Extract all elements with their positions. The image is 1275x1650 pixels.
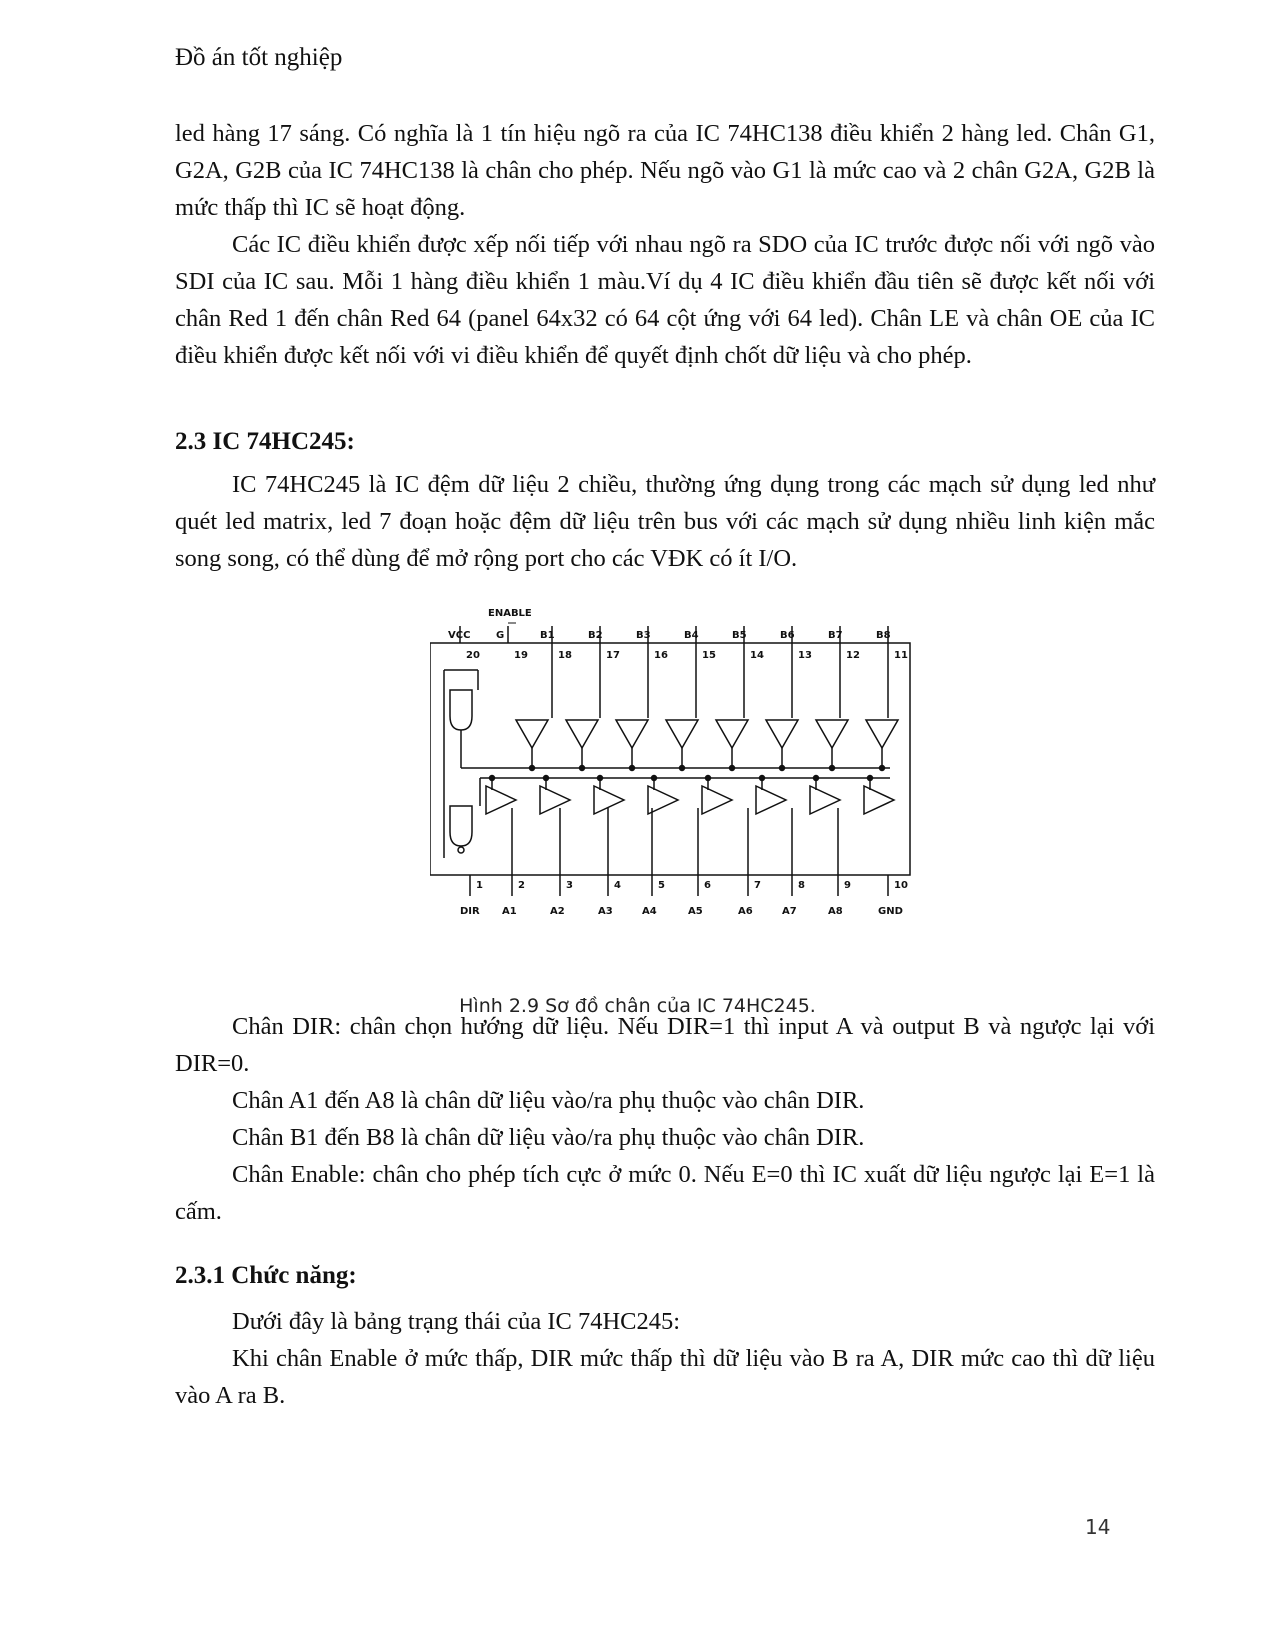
and-gate-top: [450, 690, 472, 730]
top-pin-number: 15: [702, 650, 716, 661]
junction-dot: [652, 776, 657, 781]
junction-dot: [830, 766, 835, 771]
buffer-upper: [716, 720, 748, 748]
junction-dot: [598, 776, 603, 781]
top-paragraphs: [175, 115, 1155, 374]
page-number: 14: [1085, 1515, 1111, 1539]
top-pin-number: 16: [654, 650, 668, 661]
buffer-lower: [594, 786, 624, 814]
paragraph: IC 74HC245 là IC đệm dữ liệu 2 chiều, thường ứng dụng trong các mạch sử dụng led như quét led matrix, led 7 đoạn hoặc đệm dữ liệu trên bus với các mạch sử dụng nhiều linh kiện mắc song song, có thể dùng để mở rộng port cho các VĐK có ít I/O.: [175, 471, 1155, 572]
buffer-lower: [540, 786, 570, 814]
pin-diagram: [430, 608, 950, 958]
top-pin-number: 18: [558, 650, 572, 661]
junction-dot: [880, 766, 885, 771]
junction-dot: [490, 776, 495, 781]
buffer-upper: [766, 720, 798, 748]
paragraph: Chân A1 đến A8 là chân dữ liệu vào/ra phụ thuộc vào chân DIR.: [232, 1087, 865, 1114]
buffer-lower: [810, 786, 840, 814]
section-heading-2-3: 2.3 IC 74HC245:: [175, 428, 355, 455]
bottom-pin-number: 7: [754, 880, 761, 891]
pin-diagram-figure: [430, 608, 950, 958]
bottom-pin-label: A2: [550, 906, 565, 917]
junction-dot: [868, 776, 873, 781]
inverter-bubble: [458, 847, 464, 853]
junction-dot: [680, 766, 685, 771]
bottom-pin-number: 6: [704, 880, 711, 891]
buffer-upper: [566, 720, 598, 748]
paragraph: Khi chân Enable ở mức thấp, DIR mức thấp thì dữ liệu vào B ra A, DIR mức cao thì dữ liệu vào A ra B.: [175, 1345, 1155, 1409]
bottom-pin-label: A6: [738, 906, 753, 917]
top-pin-number: 12: [846, 650, 860, 661]
top-pin-number: 20: [466, 650, 480, 661]
buffer-upper: [616, 720, 648, 748]
control-gates: [444, 670, 890, 858]
paragraph: Chân DIR: chân chọn hướng dữ liệu. Nếu DIR=1 thì input A và output B và ngược lại với DIR=0.: [175, 1013, 1155, 1077]
buffer-upper: [516, 720, 548, 748]
pin-leads: [460, 626, 888, 896]
top-pin-label: B7: [828, 630, 843, 641]
top-pin-label: B4: [684, 630, 699, 641]
bottom-pin-label: A3: [598, 906, 613, 917]
bottom-pin-number: 10: [894, 880, 908, 891]
top-pin-label: G: [496, 630, 505, 641]
bottom-pin-number: 8: [798, 880, 805, 891]
bottom-pin-number: 2: [518, 880, 525, 891]
bottom-pin-label: A1: [502, 906, 517, 917]
and-gate-bottom: [450, 806, 472, 846]
buffer-lower: [756, 786, 786, 814]
top-pin-number: 17: [606, 650, 620, 661]
junction-dot: [730, 766, 735, 771]
bottom-pin-label: A7: [782, 906, 797, 917]
bottom-pin-number: 5: [658, 880, 665, 891]
bottom-pin-label: A4: [642, 906, 657, 917]
paragraph: Dưới đây là bảng trạng thái của IC 74HC245:: [232, 1308, 681, 1335]
section-heading-2-3-1: 2.3.1 Chức năng:: [175, 1262, 357, 1289]
bottom-pin-number: 9: [844, 880, 851, 891]
junction-dot: [544, 776, 549, 781]
bottom-pin-number: 3: [566, 880, 573, 891]
top-pin-numbers: [466, 650, 908, 661]
junction-dot: [530, 766, 535, 771]
top-pin-number: 14: [750, 650, 764, 661]
buffer-array: [486, 720, 898, 814]
figure-caption: Hình 2.9 Sơ đồ chân của IC 74HC245.: [459, 995, 816, 1017]
enable-label: ENABLE: [488, 608, 532, 619]
junction-dot: [580, 766, 585, 771]
paragraph: Các IC điều khiển được xếp nối tiếp với nhau ngõ ra SDO của IC trước được nối với ngõ vào SDI của IC sau. Mỗi 1 hàng điều khiển 1 màu.Ví dụ 4 IC điều khiển đầu tiên sẽ được kết nối với chân Red 1 đến chân Red 64 (panel 64x32 có 64 cột ứng với 64 led). Chân LE và chân OE của IC điều khiển được kết nối với vi điều khiển để quyết định chốt dữ liệu và cho phép.: [175, 231, 1155, 369]
paragraph: Chân Enable: chân cho phép tích cực ở mức 0. Nếu E=0 thì IC xuất dữ liệu ngược lại E=1 là cấm.: [175, 1161, 1155, 1225]
junction-dot: [706, 776, 711, 781]
pin-descriptions: [175, 1008, 1155, 1230]
bottom-pin-number: 4: [614, 880, 621, 891]
section-2-3-1-body: [175, 1303, 1155, 1414]
bottom-pin-number: 1: [476, 880, 483, 891]
top-pin-number: 19: [514, 650, 528, 661]
top-pin-number: 11: [894, 650, 908, 661]
buffer-upper: [816, 720, 848, 748]
bottom-pin-label: GND: [878, 906, 903, 917]
paragraph: Chân B1 đến B8 là chân dữ liệu vào/ra phụ thuộc vào chân DIR.: [232, 1124, 865, 1151]
bottom-pin-label: A5: [688, 906, 703, 917]
top-pin-label: B2: [588, 630, 603, 641]
junction-dot: [780, 766, 785, 771]
buffer-lower: [864, 786, 894, 814]
page-header: Đồ án tốt nghiệp: [175, 44, 343, 71]
section-2-3-body: [175, 466, 1155, 577]
top-pin-label: B5: [732, 630, 747, 641]
top-pin-label: B3: [636, 630, 651, 641]
top-pin-label: VCC: [448, 630, 471, 641]
top-pin-label: B8: [876, 630, 891, 641]
bottom-pin-label: A8: [828, 906, 843, 917]
buffer-upper: [866, 720, 898, 748]
paragraph: led hàng 17 sáng. Có nghĩa là 1 tín hiệu ngõ ra của IC 74HC138 điều khiển 2 hàng led. Chân G1, G2A, G2B của IC 74HC138 là chân cho phép. Nếu ngõ vào G1 là mức cao và 2 chân G2A, G2B là mức thấp thì IC sẽ hoạt động.: [175, 120, 1155, 221]
junction-dot: [760, 776, 765, 781]
junction-dot: [814, 776, 819, 781]
top-pin-labels: [448, 630, 891, 641]
bottom-pin-label: DIR: [460, 906, 480, 917]
buffer-lower: [702, 786, 732, 814]
junction-dot: [630, 766, 635, 771]
bottom-pin-labels: [460, 906, 903, 917]
buffer-upper: [666, 720, 698, 748]
top-pin-label: B6: [780, 630, 795, 641]
top-pin-label: B1: [540, 630, 555, 641]
top-pin-number: 13: [798, 650, 812, 661]
bottom-pin-numbers: [476, 880, 908, 891]
